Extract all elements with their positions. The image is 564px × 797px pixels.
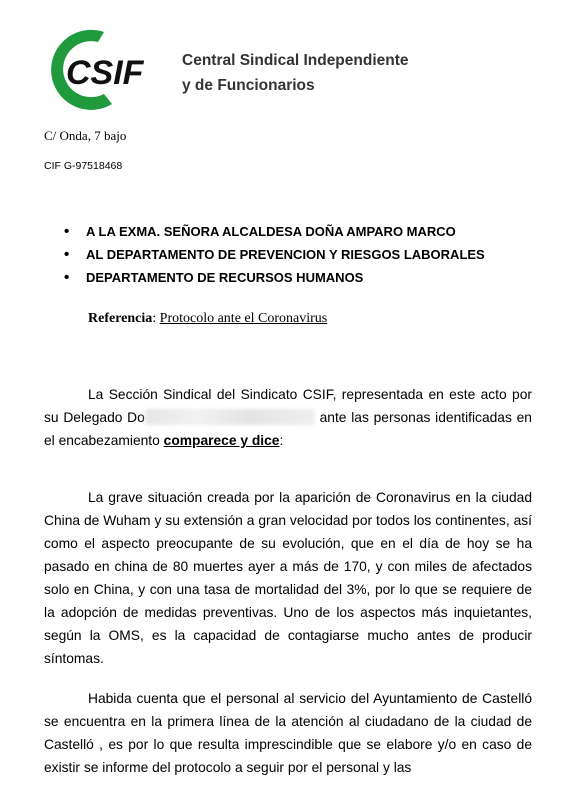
- intro-text-a: La Sección Sindical del Sindicato CSIF, representada en este acto por su Delegado Do: [44, 387, 532, 425]
- intro-comparece: comparece y dice: [163, 433, 280, 448]
- intro-text-c: :: [279, 433, 284, 448]
- logo-text: CSIF: [66, 54, 144, 92]
- recipient-item: • DEPARTAMENTO DE RECURSOS HUMANOS: [60, 266, 485, 289]
- org-line-1: Central Sindical Independiente: [182, 52, 409, 69]
- csif-logo: [40, 18, 150, 118]
- organization-name: [182, 48, 409, 98]
- reference-separator: :: [152, 311, 160, 326]
- reference-label: Referencia: [88, 311, 153, 326]
- address: C/ Onda, 7 bajo: [44, 128, 127, 143]
- intro-text-b: ante las personas identificadas en el encabezamiento: [44, 410, 532, 448]
- reference-line: [88, 311, 327, 327]
- paragraph-situation: La grave situación creada por la aparición de Coronavirus en la ciudad China de Wuham y su extensión a gran velocidad por todos los continentes, así como el aspecto preocupante de su evolución, que en el día de hoy se ha pasado en china de 80 muertes ayer a más de 170, y con miles de afectados solo en China, y con una tasa de mortalidad del 3%, por lo que se requiere de la adopción de medidas preventivas. Uno de los aspectos más inquietantes, según la OMS, es la capacidad de contagiarse mucho antes de producir síntomas.: [44, 490, 532, 666]
- paragraph-request: Habida cuenta que el personal al servicio del Ayuntamiento de Castelló se encuentra en la primera línea de la atención al ciudadano de la ciudad de Castelló , es por lo que resulta imprescindible que se elabore y/o en caso de existir se informe del protocolo a seguir por el personal y las: [44, 691, 532, 775]
- recipient-item: • A LA EXMA. SEÑORA ALCALDESA DOÑA AMPARO MARCO: [60, 220, 485, 243]
- org-line-2: y de Funcionarios: [182, 77, 315, 94]
- paragraph-intro: [44, 383, 532, 452]
- reference-value: Protocolo ante el Coronavirus: [159, 311, 328, 326]
- recipient-item: • AL DEPARTAMENTO DE PREVENCION Y RIESGOS LABORALES: [60, 243, 485, 266]
- recipients-list: [60, 220, 485, 289]
- redacted-name: [145, 409, 315, 425]
- cif-number: CIF G-97518468: [44, 160, 123, 172]
